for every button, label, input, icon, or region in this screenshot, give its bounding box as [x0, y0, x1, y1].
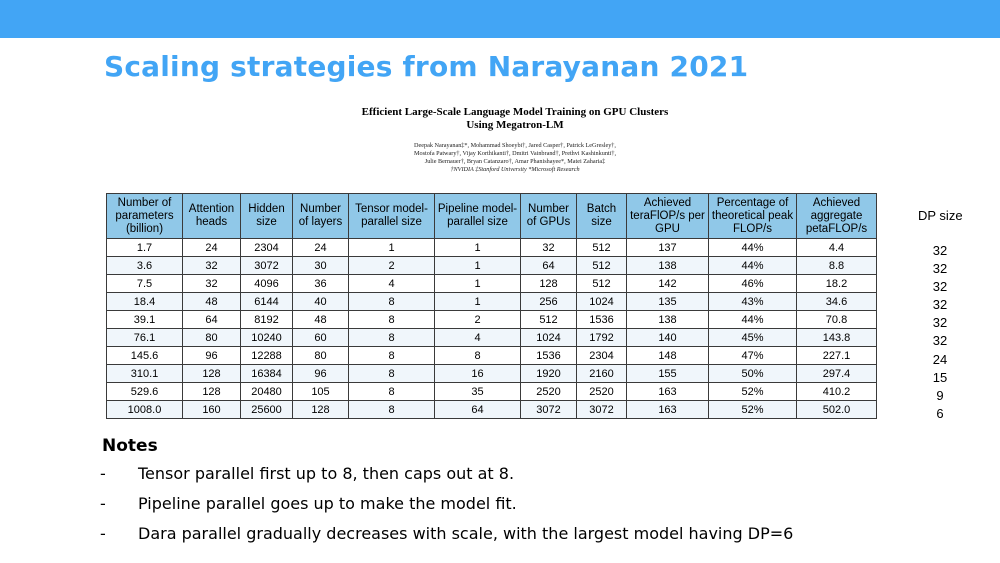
table-cell: 1536 — [521, 347, 577, 365]
column-header: Hidden size — [241, 194, 293, 239]
table-row — [107, 383, 877, 401]
table-cell: 60 — [293, 329, 349, 347]
table-cell: 36 — [293, 275, 349, 293]
table-cell: 52% — [709, 401, 797, 419]
table-cell: 138 — [627, 311, 709, 329]
table-cell: 410.2 — [797, 383, 877, 401]
table-cell: 18.2 — [797, 275, 877, 293]
table-cell: 12288 — [241, 347, 293, 365]
table-cell: 128 — [521, 275, 577, 293]
table-cell: 2160 — [577, 365, 627, 383]
table-cell: 1024 — [521, 329, 577, 347]
table-cell: 163 — [627, 383, 709, 401]
paper-title-line: Efficient Large-Scale Language Model Training on GPU Clusters — [361, 106, 669, 118]
table-cell: 7.5 — [107, 275, 183, 293]
note-item — [100, 522, 793, 552]
table-cell: 76.1 — [107, 329, 183, 347]
dp-size-value: 32 — [932, 261, 948, 277]
table-cell: 8 — [435, 347, 521, 365]
note-text: Pipeline parallel goes up to make the model fit. — [138, 494, 517, 513]
table-cell: 3072 — [241, 257, 293, 275]
table-cell: 35 — [435, 383, 521, 401]
table-cell: 155 — [627, 365, 709, 383]
table-cell: 1792 — [577, 329, 627, 347]
table-cell: 163 — [627, 401, 709, 419]
table-cell: 32 — [521, 239, 577, 257]
note-text: Tensor parallel first up to 8, then caps out at 8. — [138, 464, 515, 483]
table-cell: 30 — [293, 257, 349, 275]
table-cell: 4 — [435, 329, 521, 347]
scaling-table-container — [106, 193, 877, 419]
paper-header — [300, 106, 730, 174]
column-header: Number of GPUs — [521, 194, 577, 239]
table-cell: 16 — [435, 365, 521, 383]
table-cell: 1008.0 — [107, 401, 183, 419]
table-cell: 64 — [521, 257, 577, 275]
dp-size-value: 32 — [932, 243, 948, 258]
paper-title-line: Using Megatron-LM — [466, 119, 564, 131]
column-header: Achieved aggregate petaFLOP/s — [797, 194, 877, 239]
note-item — [100, 492, 793, 522]
table-cell: 18.4 — [107, 293, 183, 311]
table-cell: 10240 — [241, 329, 293, 347]
table-cell: 128 — [183, 383, 241, 401]
table-cell: 24 — [293, 239, 349, 257]
table-cell: 529.6 — [107, 383, 183, 401]
dp-size-value: 32 — [932, 315, 948, 331]
table-body — [107, 239, 877, 419]
table-cell: 1 — [435, 275, 521, 293]
table-cell: 2304 — [577, 347, 627, 365]
notes-list — [100, 462, 793, 552]
table-cell: 8 — [349, 365, 435, 383]
table-cell: 2520 — [577, 383, 627, 401]
table-cell: 40 — [293, 293, 349, 311]
table-cell: 16384 — [241, 365, 293, 383]
table-cell: 32 — [183, 257, 241, 275]
table-cell: 160 — [183, 401, 241, 419]
table-cell: 512 — [577, 275, 627, 293]
table-cell: 34.6 — [797, 293, 877, 311]
dp-size-value: 32 — [932, 297, 948, 313]
table-header-row — [107, 194, 877, 239]
note-item — [100, 462, 793, 492]
table-row — [107, 311, 877, 329]
table-cell: 137 — [627, 239, 709, 257]
table-cell: 44% — [709, 239, 797, 257]
table-cell: 256 — [521, 293, 577, 311]
table-cell: 1 — [435, 293, 521, 311]
table-cell: 138 — [627, 257, 709, 275]
table-cell: 2520 — [521, 383, 577, 401]
table-cell: 502.0 — [797, 401, 877, 419]
dp-size-column — [920, 242, 960, 423]
table-row — [107, 275, 877, 293]
table-cell: 8 — [349, 383, 435, 401]
table-cell: 3072 — [521, 401, 577, 419]
column-header: Number of layers — [293, 194, 349, 239]
dp-size-value: 32 — [932, 333, 948, 349]
top-accent-bar — [0, 0, 1000, 38]
table-cell: 145.6 — [107, 347, 183, 365]
paper-authors-line: Deepak Narayanan‡*, Mohammad Shoeybi†, Jared Casper†, Patrick LeGresley†, — [414, 142, 616, 149]
column-header: Achieved teraFlOP/s per GPU — [627, 194, 709, 239]
table-cell: 8 — [349, 401, 435, 419]
table-cell: 8 — [349, 347, 435, 365]
table-cell: 52% — [709, 383, 797, 401]
table-cell: 64 — [183, 311, 241, 329]
table-cell: 8 — [349, 293, 435, 311]
table-cell: 1.7 — [107, 239, 183, 257]
table-cell: 8 — [349, 329, 435, 347]
table-cell: 1 — [435, 257, 521, 275]
table-row — [107, 257, 877, 275]
note-bullet: - — [100, 464, 106, 483]
table-cell: 1 — [349, 239, 435, 257]
table-row — [107, 401, 877, 419]
table-cell: 20480 — [241, 383, 293, 401]
note-bullet: - — [100, 524, 106, 543]
table-cell: 64 — [435, 401, 521, 419]
table-cell: 8192 — [241, 311, 293, 329]
column-header: Batch size — [577, 194, 627, 239]
table-cell: 1 — [435, 239, 521, 257]
table-cell: 140 — [627, 329, 709, 347]
table-cell: 1024 — [577, 293, 627, 311]
column-header: Pipeline model-parallel size — [435, 194, 521, 239]
notes-heading: Notes — [102, 436, 158, 456]
table-cell: 6144 — [241, 293, 293, 311]
paper-authors-line: Julie Bernauer†, Bryan Catanzaro†, Amar Phanishayee*, Matei Zaharia‡ — [424, 158, 606, 165]
table-cell: 80 — [293, 347, 349, 365]
dp-size-value: 6 — [936, 405, 944, 421]
table-cell: 3072 — [577, 401, 627, 419]
table-row — [107, 293, 877, 311]
table-cell: 50% — [709, 365, 797, 383]
table-cell: 128 — [293, 401, 349, 419]
table-cell: 143.8 — [797, 329, 877, 347]
paper-authors-line: Mostofa Patwary†, Vijay Korthikanti†, Dmitri Vainbrand†, Prethvi Kashinkunti†, — [413, 150, 617, 157]
table-cell: 148 — [627, 347, 709, 365]
paper-affiliations: †NVIDIA ‡Stanford University *Microsoft Research — [450, 166, 580, 173]
table-cell: 297.4 — [797, 365, 877, 383]
dp-size-value: 15 — [932, 369, 948, 385]
table-cell: 39.1 — [107, 311, 183, 329]
table-cell: 25600 — [241, 401, 293, 419]
table-cell: 105 — [293, 383, 349, 401]
table-row — [107, 239, 877, 257]
column-header: Number of parameters (billion) — [107, 194, 183, 239]
table-cell: 96 — [293, 365, 349, 383]
table-cell: 512 — [577, 239, 627, 257]
dp-size-value: 9 — [936, 387, 944, 403]
column-header: Percentage of theoretical peak FLOP/s — [709, 194, 797, 239]
table-cell: 1536 — [577, 311, 627, 329]
table-cell: 227.1 — [797, 347, 877, 365]
note-text: Dara parallel gradually decreases with scale, with the largest model having DP=6 — [138, 524, 794, 543]
table-cell: 44% — [709, 311, 797, 329]
table-cell: 96 — [183, 347, 241, 365]
table-cell: 44% — [709, 257, 797, 275]
table-cell: 128 — [183, 365, 241, 383]
table-row — [107, 329, 877, 347]
table-row — [107, 347, 877, 365]
table-cell: 45% — [709, 329, 797, 347]
column-header: Tensor model-parallel size — [349, 194, 435, 239]
table-cell: 48 — [293, 311, 349, 329]
note-bullet: - — [100, 494, 106, 513]
table-cell: 4.4 — [797, 239, 877, 257]
table-cell: 512 — [577, 257, 627, 275]
table-cell: 512 — [521, 311, 577, 329]
table-cell: 142 — [627, 275, 709, 293]
table-cell: 80 — [183, 329, 241, 347]
table-cell: 8.8 — [797, 257, 877, 275]
table-row — [107, 365, 877, 383]
table-cell: 4096 — [241, 275, 293, 293]
table-cell: 70.8 — [797, 311, 877, 329]
table-cell: 32 — [183, 275, 241, 293]
paper-title — [300, 106, 730, 132]
table-cell: 135 — [627, 293, 709, 311]
table-cell: 310.1 — [107, 365, 183, 383]
scaling-table — [106, 193, 877, 419]
table-cell: 8 — [349, 311, 435, 329]
table-cell: 48 — [183, 293, 241, 311]
table-cell: 2 — [349, 257, 435, 275]
table-cell: 2304 — [241, 239, 293, 257]
dp-size-value: 32 — [932, 279, 948, 295]
table-cell: 46% — [709, 275, 797, 293]
slide-title: Scaling strategies from Narayanan 2021 — [104, 50, 749, 83]
table-cell: 43% — [709, 293, 797, 311]
table-cell: 47% — [709, 347, 797, 365]
table-cell: 1920 — [521, 365, 577, 383]
paper-authors — [300, 142, 730, 166]
table-cell: 3.6 — [107, 257, 183, 275]
dp-size-value: 24 — [932, 351, 948, 367]
dp-size-header: DP size — [918, 208, 963, 223]
table-cell: 24 — [183, 239, 241, 257]
column-header: Attention heads — [183, 194, 241, 239]
table-cell: 2 — [435, 311, 521, 329]
table-cell: 4 — [349, 275, 435, 293]
